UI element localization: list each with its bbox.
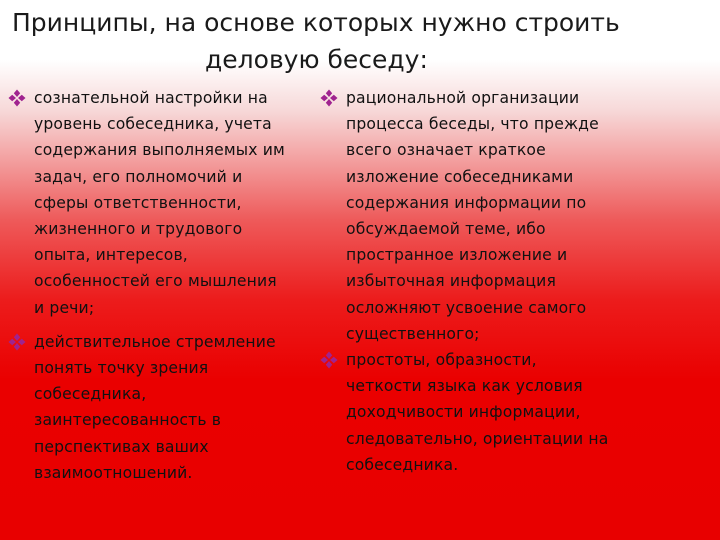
item-text-line: содержания выполняемых им	[34, 141, 285, 160]
item-text-line: собеседника.	[346, 455, 459, 474]
diamond-bullet-icon	[320, 351, 338, 369]
left-column	[8, 85, 308, 486]
item-text-line: четкости языка как условия	[346, 377, 583, 396]
item-text-line: действительное стремление	[34, 332, 276, 351]
item-text-line: пространное изложение и	[346, 246, 568, 265]
item-text-line: процесса беседы, что прежде	[346, 115, 599, 134]
item-text-line: сознательной настройки на	[34, 89, 268, 107]
item-text-line: собеседника,	[34, 385, 147, 404]
item-text-line: перспективах ваших	[34, 437, 209, 456]
item-text-line: сферы ответственности,	[34, 193, 242, 212]
item-text-line: содержания информации по	[346, 193, 587, 212]
item-text-line: обсуждаемой теме, ибо	[346, 220, 546, 239]
item-text-line: понять точку зрения	[34, 359, 209, 378]
item-text-line: существенного;	[346, 324, 480, 343]
title-line-2: деловую беседу:	[205, 45, 428, 74]
principle-item	[8, 329, 308, 486]
item-text-line: заинтересованность в	[34, 411, 222, 430]
right-column	[320, 85, 640, 478]
slide-title	[0, 4, 720, 78]
principle-item	[320, 347, 640, 478]
item-text-line: взаимоотношений.	[34, 463, 193, 482]
title-line-1: Принципы, на основе которых нужно строить	[12, 8, 620, 37]
item-text-line: опыта, интересов,	[34, 246, 188, 265]
principle-item	[320, 85, 640, 347]
item-text-line: всего означает краткое	[346, 141, 546, 160]
item-text-line: доходчивости информации,	[346, 403, 581, 422]
principle-item	[8, 85, 308, 321]
item-text-line: осложняют усвоение самого	[346, 298, 587, 317]
item-text-line: рациональной организации	[346, 89, 580, 107]
item-text-line: задач, его полномочий и	[34, 167, 243, 186]
item-text-line: изложение собеседниками	[346, 167, 574, 186]
item-text-line: следовательно, ориентации на	[346, 429, 609, 448]
item-text-line: избыточная информация	[346, 272, 556, 291]
item-text-line: жизненного и трудового	[34, 220, 243, 239]
diamond-bullet-icon	[8, 89, 26, 107]
item-text-line: особенностей его мышления	[34, 272, 277, 291]
diamond-bullet-icon	[8, 333, 26, 351]
item-text-line: и речи;	[34, 298, 95, 317]
item-text-line: уровень собеседника, учета	[34, 115, 272, 134]
item-text-line: простоты, образности,	[346, 351, 537, 370]
diamond-bullet-icon	[320, 89, 338, 107]
